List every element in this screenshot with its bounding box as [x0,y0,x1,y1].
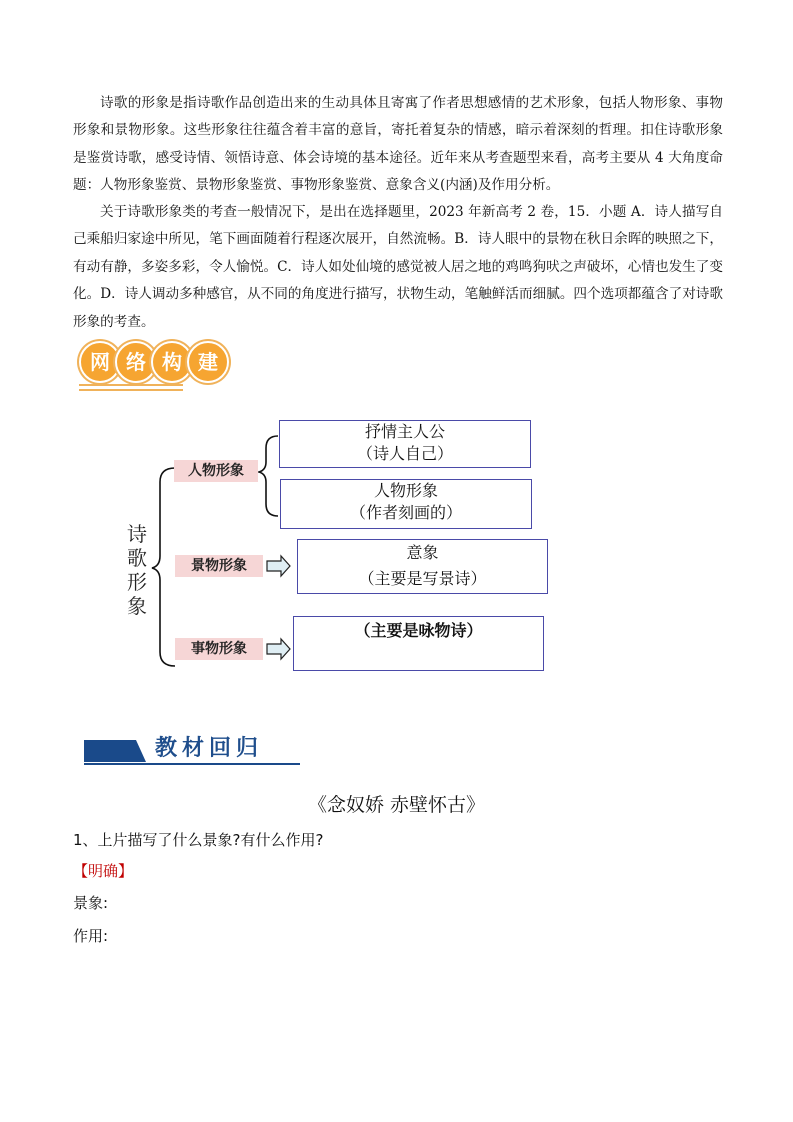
category-scene: 景物形象 [175,555,263,577]
banner-char: 构 [151,341,193,383]
root-label [127,522,151,618]
box-line: （作者刻画的） [349,503,462,522]
box-line: 人物形象 [373,481,438,500]
box-line: （主要是写景诗） [358,569,487,588]
box-line: 抒情主人公 [364,422,445,441]
box-line: 意象 [406,543,439,562]
function-label: 作用: [73,927,109,945]
section-header-shape [84,734,154,764]
arrow-icon [267,556,290,576]
section-title: 教材回归 [155,736,264,761]
banner-char: 络 [115,341,157,383]
banner-char: 建 [187,341,229,383]
banner-underline [79,384,183,386]
box-portrayed-character [280,479,532,529]
box-line: （主要是咏物诗） [354,621,483,640]
category-person: 人物形象 [174,460,258,482]
section-header [84,734,300,766]
category-object: 事物形象 [175,638,263,660]
root-brace [152,468,175,666]
arrow-icon [267,639,290,659]
banner-underline [79,389,183,391]
mingque-label: 【明确】 [73,862,134,880]
box-lyric-subject [279,420,531,468]
box-object-poem [293,616,544,671]
root-char: 象 [127,594,147,618]
root-char: 形 [127,570,147,594]
root-char: 歌 [127,546,147,570]
banner-char: 网 [79,341,121,383]
person-brace [259,436,278,516]
box-imagery [297,539,548,594]
root-char: 诗 [127,522,147,546]
question-1: 1、上片描写了什么景象?有什么作用? [73,831,324,849]
intro-paragraph-2: 关于诗歌形象类的考查一般情况下，是出在选择题里，2023 年新高考 2 卷，15．小题 A．诗人描写自己乘船归家途中所见，笔下画面随着行程逐次展开，自然流畅。B．诗人眼中的景物在秋日余晖的映照之下，有动有静，多姿多彩，令人愉悦。C．诗人如处仙境的感觉被人居之地的鸡鸣狗吠之声破坏，心情也发生了变化。D．诗人调动多种感官，从不同的角度进行描写，状物生动，笔触鲜活而细腻。四个选项都蕴含了对诗歌形象的考查。 [73,204,723,330]
section-underline [84,763,300,765]
box-line: （诗人自己） [356,444,453,463]
intro-paragraph-1: 诗歌的形象是指诗歌作品创造出来的生动具体且寄寓了作者思想感情的艺术形象，包括人物形象、事物形象和景物形象。这些形象往往蕴含着丰富的意旨，寄托着复杂的情感，暗示着深刻的哲理。扣住诗歌形象是鉴赏诗歌，感受诗情、领悟诗意、体会诗境的基本途径。近年来从考查题型来看，高考主要从 4 大角度命题：人物形象鉴赏、景物形象鉴赏、事物形象鉴赏、意象含义(内涵)及作用分析。 [73,95,723,194]
poem-title: 《念奴娇 赤壁怀古》 [307,794,486,816]
scene-label: 景象: [73,894,109,912]
